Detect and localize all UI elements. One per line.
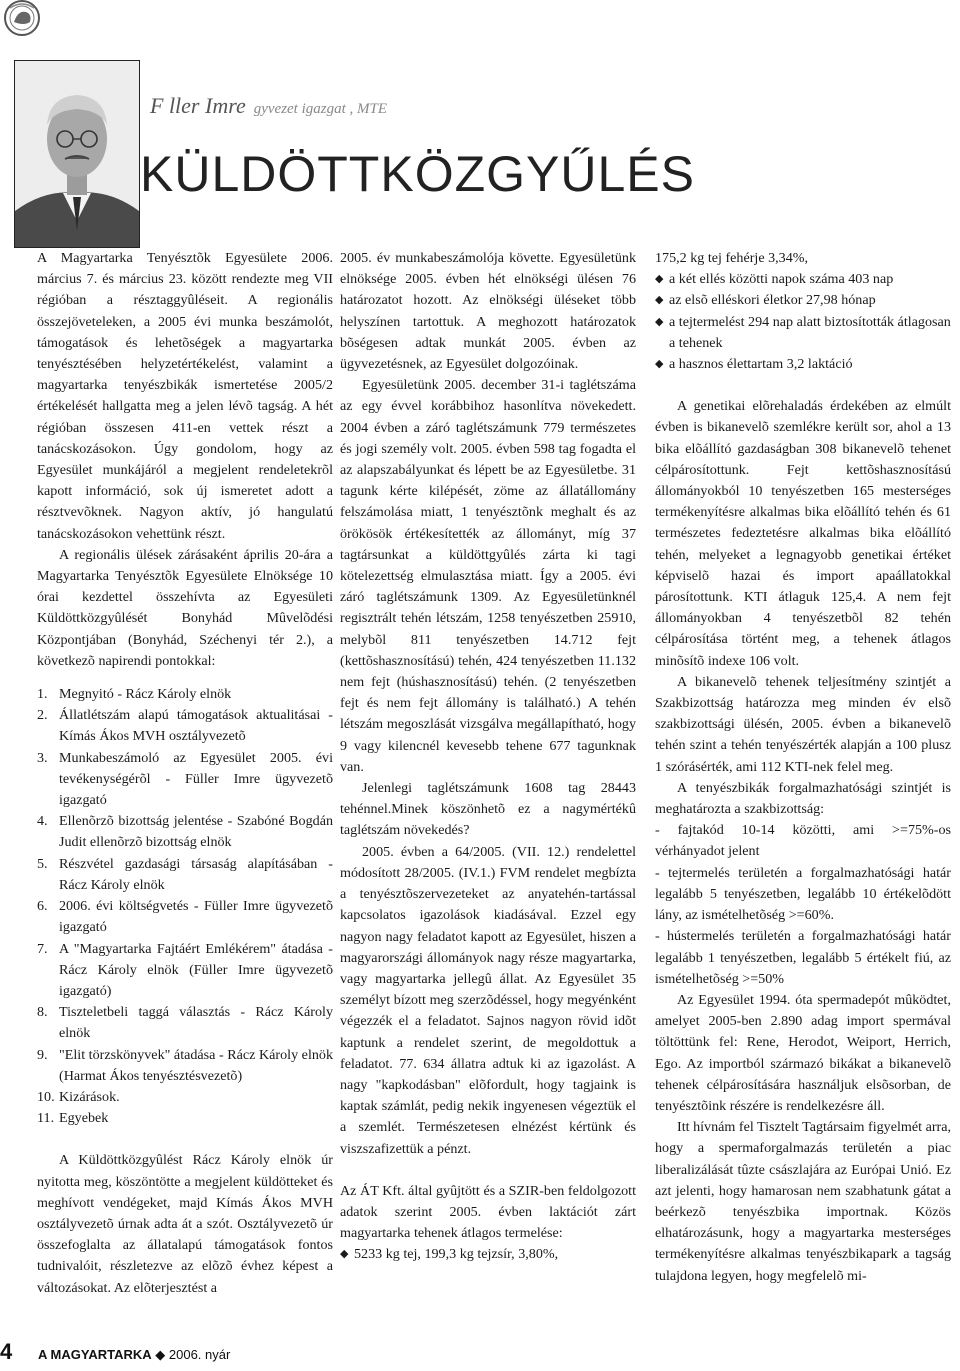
agenda-item-text: Munkabeszámoló az Egyesület 2005. évi tevékenységérõl - Füller Imre ügyvezetõ igazgató [59, 749, 333, 809]
agenda-item-text: A "Magyartarka Fajtáért Emlékérem" átadása - Rácz Károly elnök (Füller Imre ügyvezetõ igazgató) [59, 940, 333, 999]
paragraph: - tejtermelés területén a forgalmazhatósági határ legalább 5 tenyészetben, legalább 10 értékelõdött lány, az ismételhetõség >=60%. [655, 864, 951, 924]
diamond-bullet-icon: ◆ [340, 1248, 349, 1261]
paragraph: 2005. év munkabeszámolója követte. Egyesületünk elnöksége 2005. évben hét elnökségi ülésen 76 határozatot hozott. Az elnökségi üléseket több helyszínen tartottuk. A meghozott határozatok bõségesen adtak munkát 2005. évben az ügyvezetésnek, az Egyesület dolgozóinak. [340, 250, 636, 373]
paragraph: Itt hívnám fel Tisztelt Tagtársaim figyelmét arra, hogy a spermaforgalmazás területén a piac liberalizálását tûzte császlajára az Európai Unió. Ez azt jelenti, hogy hamarosan nem szabhatunk gátat a beérkezõ tenyészbika importnak. Közös elhatározásunk, hogy a magyartarka mesterséges termékenyítésre alkalmas tenyészbikapark a tagság tulajdona legyen, hogy megfelelõ mi- [655, 1119, 951, 1284]
agenda-item [37, 1108, 333, 1129]
paragraph: - hústermelés területén a forgalmazhatósági határ legalább 1 tenyészetben, legalább 5 értékelt fiú, az ismételhetõség >=50% [655, 928, 951, 987]
agenda-list [37, 684, 333, 1129]
agenda-item-number: 11. [37, 1110, 55, 1127]
agenda-item [37, 1002, 333, 1044]
list-item [655, 312, 951, 354]
agenda-item-text: Állatlétszám alapú támogatások aktualitásai - Kímás Ákos MVH osztályvezetõ [59, 707, 333, 745]
publication-line [38, 1347, 230, 1363]
text-column-1 [37, 248, 333, 1299]
author-name: F ller Imre [150, 93, 246, 118]
paragraph: A genetikai elõrehaladás érdekében az elmúlt évben is bikanevelõ szemlékre került sor, ahol a 13 bika elõállító gazdaságban 308 bikanevelõ tehenet célpárosítottunk. Fejt kettõshasznosítású állományokból 10 tenyészetben 165 mesterséges termékenyítésre alkalmas bika elõállító tehén és 61 természetes fedeztetésre alkalmas bika elõállító tehén, melyeket a legnagyobb genetikai értéket képviselõ hazai és import apaállatokkal párosítottunk. KTI átlaguk 125,4. A nem fejt állományokban 4 tenyészetbõl 82 tehén célpárosítása történt meg, a tehenek átlagos minõsítõ indexe 106 volt. [655, 398, 951, 669]
agenda-item-text: Kizárások. [59, 1088, 120, 1105]
agenda-item-number: 6. [37, 898, 48, 915]
agenda-item-text: Egyebek [59, 1110, 109, 1127]
agenda-item [37, 896, 333, 938]
agenda-item [37, 684, 333, 705]
agenda-item-number: 7. [37, 940, 48, 957]
agenda-item-text: "Elit törzskönyvek" átadása - Rácz Károly elnök (Harmat Ákos tenyésztésvezetõ) [59, 1046, 333, 1084]
agenda-item-text: Megnyitó - Rácz Károly elnök [59, 686, 232, 703]
list-item [655, 290, 951, 311]
paragraph: Az Egyesület 1994. óta spermadepót mûködtet, amelyet 2005-ben 2.890 adag import spermával töltöttünk fel: Rene, Herodot, Weiport, Herrich, Ego. Az importból származó bikákat a bikanevelõ tehenek célpárosítására használjuk elsõsorban, de tenyésztõink részére is rendelkezésre áll. [655, 991, 951, 1114]
paragraph: A regionális ülések zárásaként április 20-ára a Magyartarka Tenyésztõk Egyesülete Elnöksége 10 órai kezdettel összehívta az Egyesületi Küldöttközgyûlését Bonyhád Mûvelõdési Központjában (Bonyhád, Széchenyi tér 2.), a következõ napirendi pontokkal: [37, 546, 333, 669]
text-column-2 [340, 248, 636, 1266]
diamond-bullet-icon: ◆ [655, 294, 664, 307]
agenda-item [37, 748, 333, 812]
issue-label: 2006. nyár [168, 1347, 231, 1362]
paragraph: 175,2 kg tej fehérje 3,34%, [655, 250, 809, 266]
paragraph: 2005. évben a 64/2005. (VII. 12.) rendelettel módosított 28/2005. (IV.1.) FVM rendelet megbízta a tenyésztõszervezeteket az anyatehén-tartással kapcsolatos igazolások kiadásával. Ezzel egy nagyon nagy feladatot kapott az Egyesület, hiszen a magyarországi állományok nagy része magyartarka, vagy magyartarka jellegû állat. Az Egyesület 35 személyt bízott meg szerzõdéssel, hogy megyénként végezzék el a feladatot. Sajnos nagyon rövid idõt kaptunk a rendelet szerint, de megoldottuk a feladatot. 77. 634 állatra adtuk ki az igazolást. A nagy "kapkodásban" elõfordult, hogy tagjaink is kaptak számlát, pedig nekik ingyenesen végeztük el a szemlét. Természetesen elnézést kértünk és viszszafizettük a pénzt. [340, 843, 636, 1157]
list-item-text: a két ellés közötti napok száma 403 nap [669, 271, 894, 288]
diamond-bullet-icon: ◆ [655, 273, 664, 286]
agenda-item-number: 9. [37, 1046, 48, 1063]
agenda-item-text: 2006. évi költségvetés - Füller Imre ügyvezetõ igazgató [59, 898, 333, 936]
paragraph: Egyesületünk 2005. december 31-i taglétszáma az egy évvel korábbihoz hasonlítva növekedett. 2004 évben a záró taglétszámunk 779 természetes és jogi személy volt. 2005. évben 598 tag fogadta el az alapszabályunkat és lépett be az Egyesületbe. 31 tagunk kérte kilépését, zöme az állatállomány felszámolása miatt, 1 tenyésztõnk meghalt és az örökösök értékesítették az állományt, míg 37 tagtársunkat a küldöttgyûlés zárta ki tagi kötelezettség elmulasztása miatt. Így a 2005. évi záró taglétszámunk 1309. Az Egyesületünknél regisztrált tehén létszám, 1258 tenyészetben 25910, melybõl 811 tenyészetben 14.712 fejt (kettõshasznosítású) tehén, 424 tenyészetben 11.132 nem fejt (húshasznosítású) tehén. (2 tenyészetben fejt és nem fejt állomány is található.) A tehén létszám megoszlását vizsgálva megállapítható, hogy 9 vagy kilencnél kevesebb tehene 677 tagunknak van. [340, 377, 636, 775]
list-item-text: a hasznos élettartam 3,2 laktáció [669, 356, 853, 373]
agenda-item-number: 4. [37, 813, 48, 830]
agenda-item-number: 2. [37, 707, 48, 724]
agenda-item-text: Részvétel gazdasági társaság alapításában - Rácz Károly elnök [59, 855, 333, 893]
agenda-item-number: 10. [37, 1088, 55, 1105]
agenda-item [37, 811, 333, 853]
paragraph: - fajtakód 10-14 közötti, ami >=75%-os vérhányadot jelent [655, 822, 951, 860]
association-logo-icon [2, 0, 46, 42]
paragraph: A Magyartarka Tenyésztõk Egyesülete 2006. március 7. és március 23. között rendezte meg VII régióban a résztaggyûléseit. A regionális összejöveteleken, a 2005 évi munka beszámolót, támogatások és lehetõségek a magyartarka tenyésztésében helyzetértékelést, valamint a magyartarka tenyészbikák ismertetése 2005/2 értékelését hallgatta meg a jelen lévõ tagság. A hét régióban összesen 411-en vettek részt a tanácskozásokon. Úgy gondolom, hogy az Egyesület munkájáról a megjelent rendeletekrõl kapott információ, sok új ismeretet adott a résztvevõknek. Nagyon aktív, jó hangulatú tanácskozásokon vehettünk részt. [37, 250, 333, 542]
agenda-item [37, 939, 333, 1003]
list-item [655, 269, 951, 290]
agenda-item-text: Tiszteletbeli taggá választás - Rácz Károly elnök [59, 1004, 333, 1042]
article-title: KÜLDÖTTKÖZGYŰLÉS [140, 146, 695, 202]
agenda-item [37, 1087, 333, 1108]
page-number: 4 [0, 1339, 13, 1364]
list-item-text: az elsõ elléskori életkor 27,98 hónap [669, 292, 876, 309]
diamond-separator-icon: ◆ [155, 1347, 166, 1362]
agenda-item-number: 5. [37, 855, 48, 872]
list-item: ◆ 5233 kg tej, 199,3 kg tejzsír, 3,80%, [340, 1244, 636, 1265]
paragraph: A bikanevelõ tehenek teljesítmény szintjét a Szakbizottság határozza meg minden év elsõ szakbizottsági ülésén, 2005. évben a bikanevelõ tehén szint a tehén tenyészérték alapján a 100 plusz 1 szórásérték, ami 112 KTI-nek felel meg. [655, 673, 951, 775]
text-column-3 [655, 248, 951, 1287]
agenda-item-number: 1. [37, 686, 48, 703]
paragraph: Az ÁT Kft. által gyûjtött és a SZIR-ben feldolgozott adatok szerint 2005. évben laktációt zárt magyartarka tehenek átlagos termelése: [340, 1182, 636, 1242]
diamond-bullet-icon: ◆ [655, 315, 664, 328]
author-role: gyvezet igazgat , MTE [253, 101, 388, 117]
agenda-item [37, 705, 333, 747]
agenda-item-number: 8. [37, 1004, 48, 1021]
paragraph: Jelenlegi taglétszámunk 1608 tag 28443 tehénnel.Minek köszönhetõ ez a nagymértékû taglétszám növekedés? [340, 780, 636, 839]
author-portrait-photo [14, 60, 140, 248]
agenda-item [37, 1045, 333, 1087]
list-item [655, 354, 951, 375]
paragraph: A Küldöttközgyûlést Rácz Károly elnök úr nyitotta meg, köszöntötte a megjelent küldötteket és meghívott vendégeket, majd Kímás Ákos MVH osztályvezetõ úrnak adta át a szót. Osztályvezetõ úr összefoglalta az állatalapú támogatások fontos tudnivalóit, részletezve az elõzõ évhez képest a változásokat. Az elõterjesztést a [37, 1152, 333, 1296]
agenda-item-number: 3. [37, 749, 48, 766]
agenda-item-text: Ellenõrzõ bizottság jelentése - Szabóné Bogdán Judit ellenõrzõ bizottság elnök [59, 813, 333, 851]
list-item-text: a tejtermelést 294 nap alatt biztosították átlagosan a tehenek [669, 313, 951, 351]
stats-list [655, 269, 951, 375]
author-line [150, 93, 387, 119]
diamond-bullet-icon: ◆ [655, 358, 664, 371]
publication-name: A MAGYARTARKA [38, 1347, 152, 1362]
agenda-item [37, 854, 333, 896]
paragraph: A tenyészbikák forgalmazhatósági szintjét is meghatározta a szakbizottság: [655, 779, 951, 818]
